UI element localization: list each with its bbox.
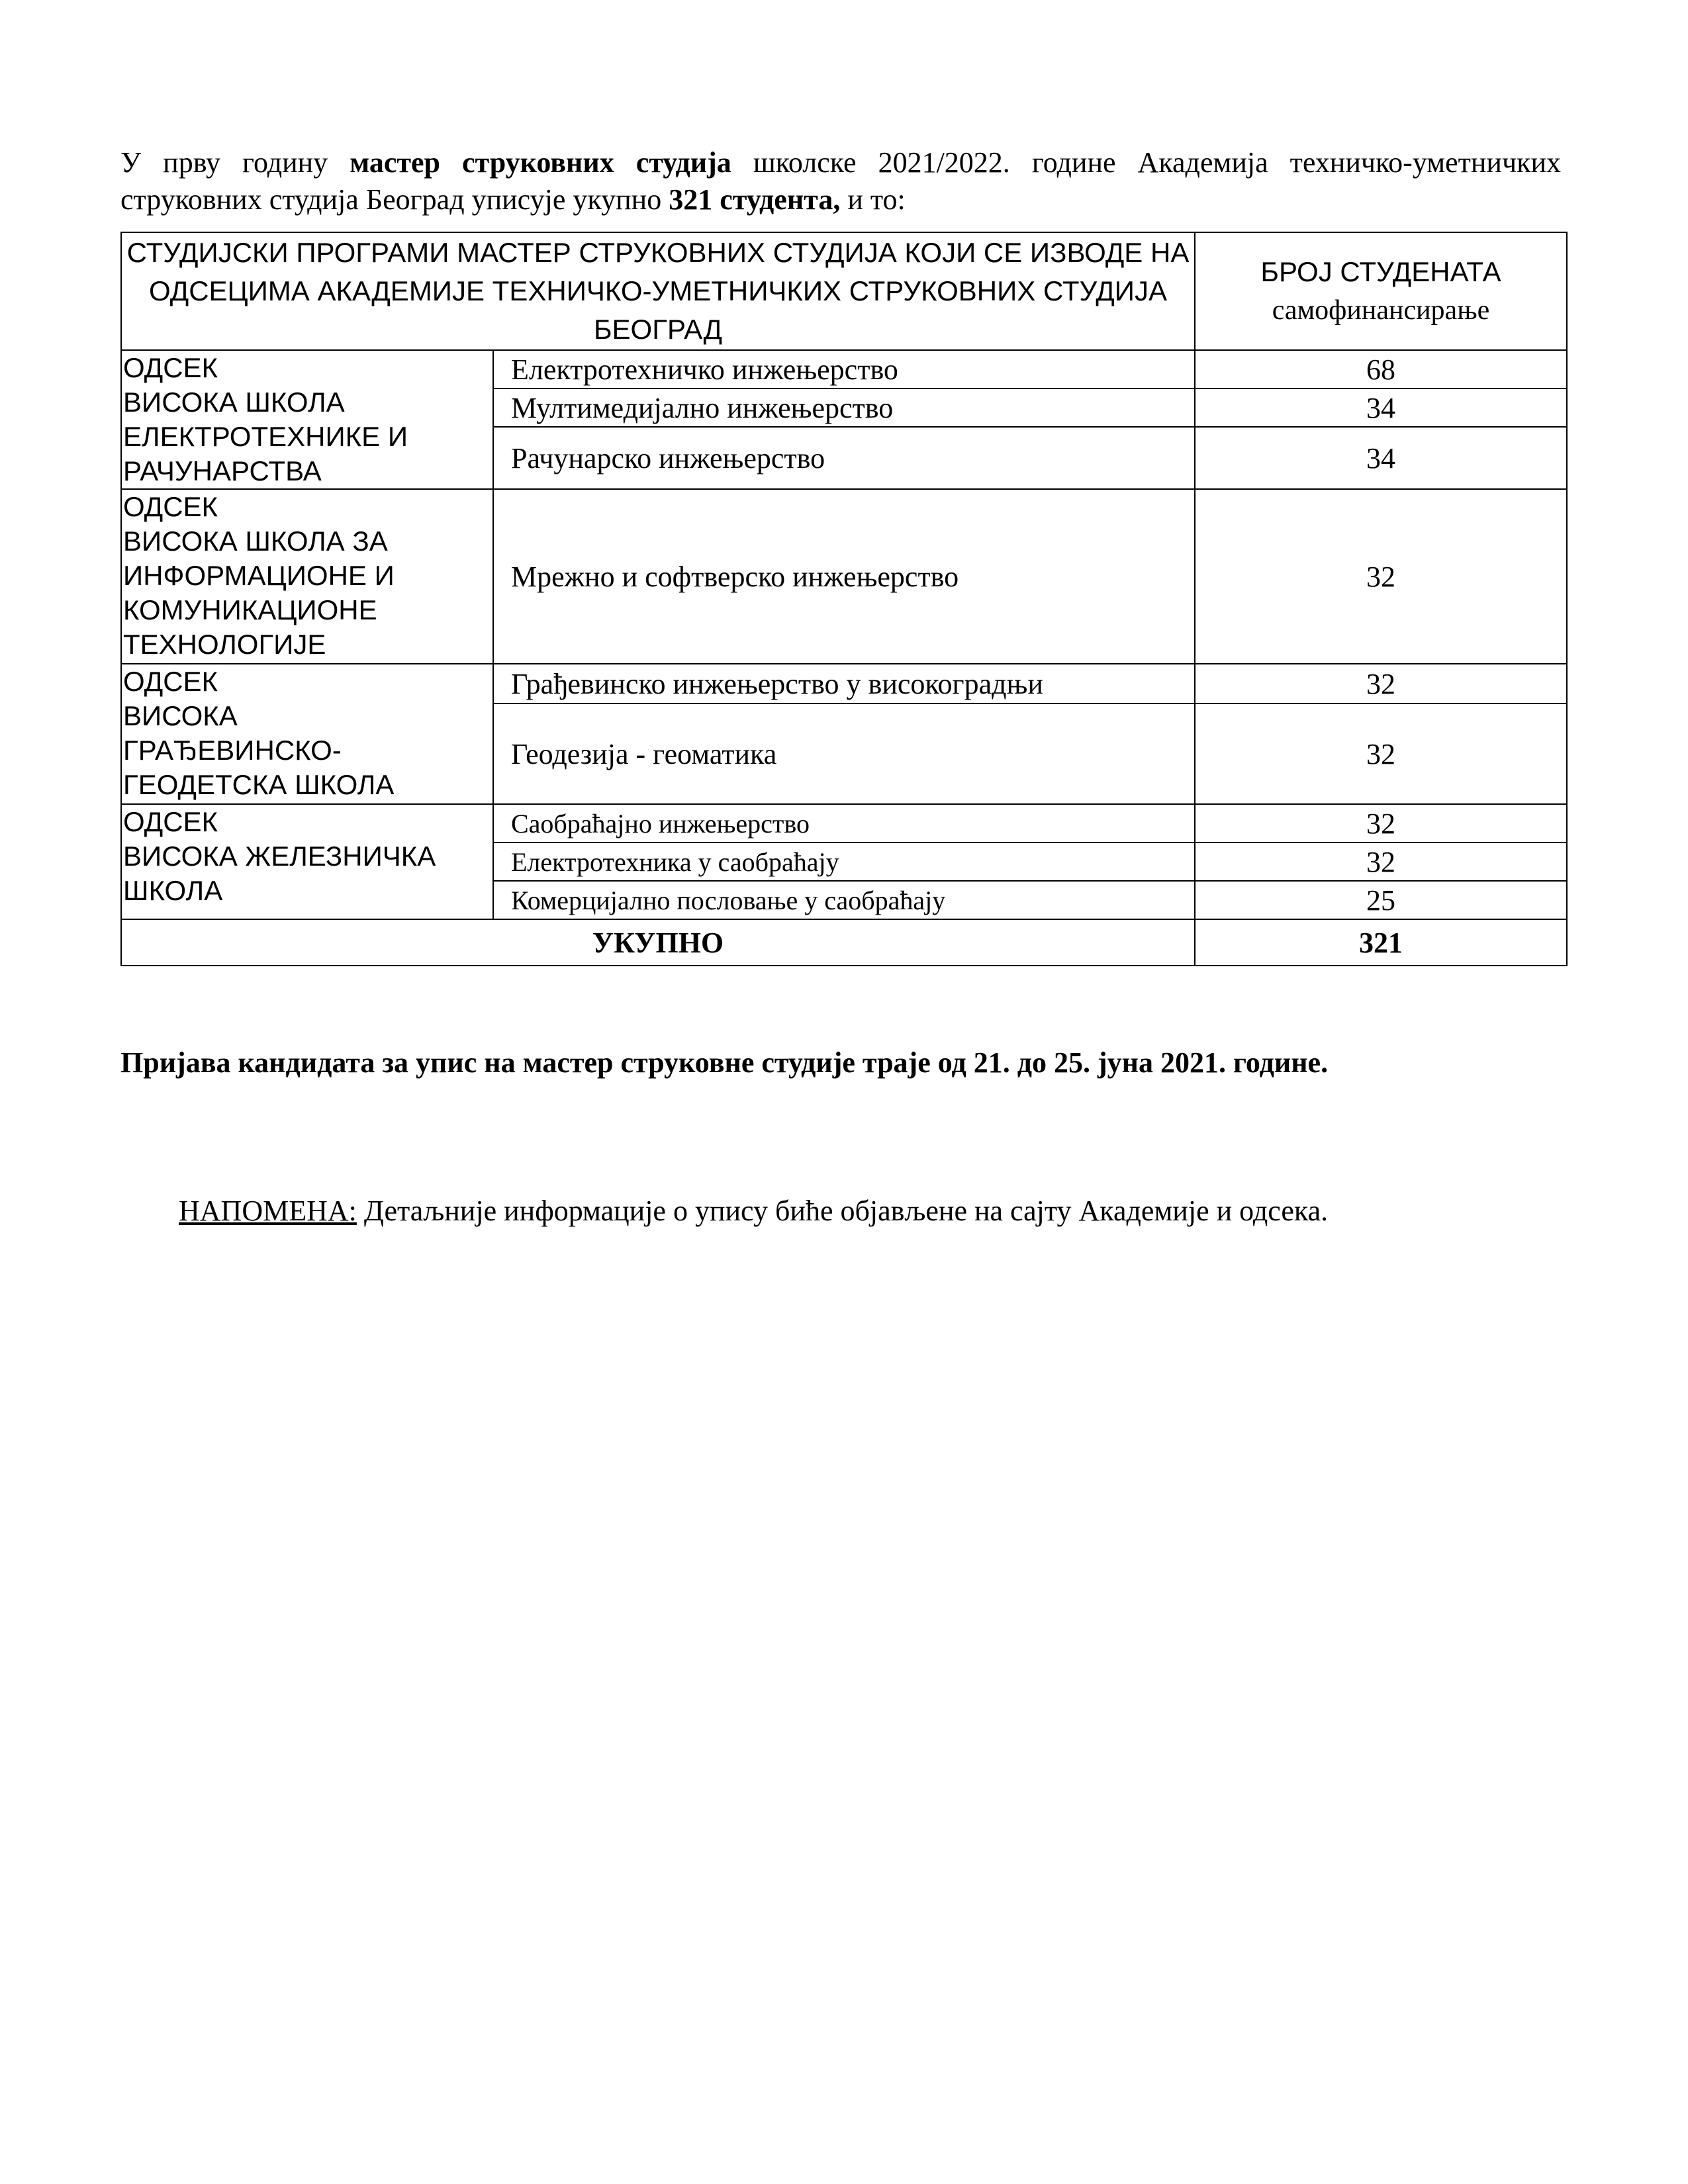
student-count: 34 [1195,388,1567,427]
student-count: 32 [1195,842,1567,881]
intro-text-3: и то: [840,183,906,216]
program-name: Геодезија - геоматика [493,704,1195,804]
program-name: Мрежно и софтверско инжењерство [493,489,1195,664]
intro-text-1: У прву годину [120,146,350,179]
program-name: Комерцијално пословање у саобраћају [493,881,1195,919]
table-row [121,804,1567,842]
department-name: ОДСЕК ВИСОКА ЖЕЛЕЗНИЧКА ШКОЛА [121,804,493,919]
student-count: 34 [1195,427,1567,489]
intro-paragraph [120,144,1561,218]
intro-text-2: школске 2021/2022. године Академија техничко-уметничких струковних студија Београд уписује укупно [120,146,1561,216]
department-name: ОДСЕК ВИСОКА ГРАЂЕВИНСКО- ГЕОДЕТСКА ШКОЛА [121,664,493,804]
total-value: 321 [1195,919,1567,966]
student-count: 68 [1195,350,1567,388]
department-name: ОДСЕК ВИСОКА ШКОЛА ЗА ИНФОРМАЦИОНЕ И КОМУНИКАЦИОНЕ ТЕХНОЛОГИЈЕ [121,489,493,664]
student-count: 32 [1195,804,1567,842]
program-name: Саобраћајно инжењерство [493,804,1195,842]
program-name: Електротехничко инжењерство [493,350,1195,388]
table-row [121,350,1567,388]
intro-bold-2: 321 студента, [669,183,841,216]
student-count: 32 [1195,489,1567,664]
program-name: Електротехника у саобраћају [493,842,1195,881]
note-paragraph [179,1193,1569,1230]
student-count: 25 [1195,881,1567,919]
header-programs: СТУДИЈСКИ ПРОГРАМИ МАСТЕР СТРУКОВНИХ СТУДИЈА КОЈИ СЕ ИЗВОДЕ НА ОДСЕЦИМА АКАДЕМИЈЕ ТЕХНИЧКО-УМЕТНИЧКИХ СТРУКОВНИХ СТУДИЈА БЕОГРАД [121,232,1195,350]
table-row [121,664,1567,704]
table-row [121,489,1567,664]
student-count: 32 [1195,704,1567,804]
table-header-row [121,232,1567,350]
note-text: Детаљније информације о упису биће објављене на сајту Академије и одсека. [356,1195,1329,1227]
program-name: Рачунарско инжењерство [493,427,1195,489]
header-count-title: БРОЈ СТУДЕНАТА [1260,256,1501,287]
enrollment-table [120,232,1568,966]
application-deadline: Пријава кандидата за упис на мастер струковне студије траје од 21. до 25. јуна 2021. године. [120,1046,1329,1079]
total-row [121,919,1567,966]
total-label: УКУПНО [121,919,1195,966]
program-name: Грађевинско инжењерство у високоградњи [493,664,1195,704]
intro-bold-1: мастер струковних студија [350,146,731,179]
header-count-subtitle: самофинансирање [1272,295,1490,326]
student-count: 32 [1195,664,1567,704]
note-label: НАПОМЕНА: [179,1195,357,1227]
program-name: Мултимедијално инжењерство [493,388,1195,427]
department-name: ОДСЕК ВИСОКА ШКОЛА ЕЛЕКТРОТЕХНИКЕ И РАЧУНАРСТВА [121,350,493,489]
header-count [1195,232,1567,350]
